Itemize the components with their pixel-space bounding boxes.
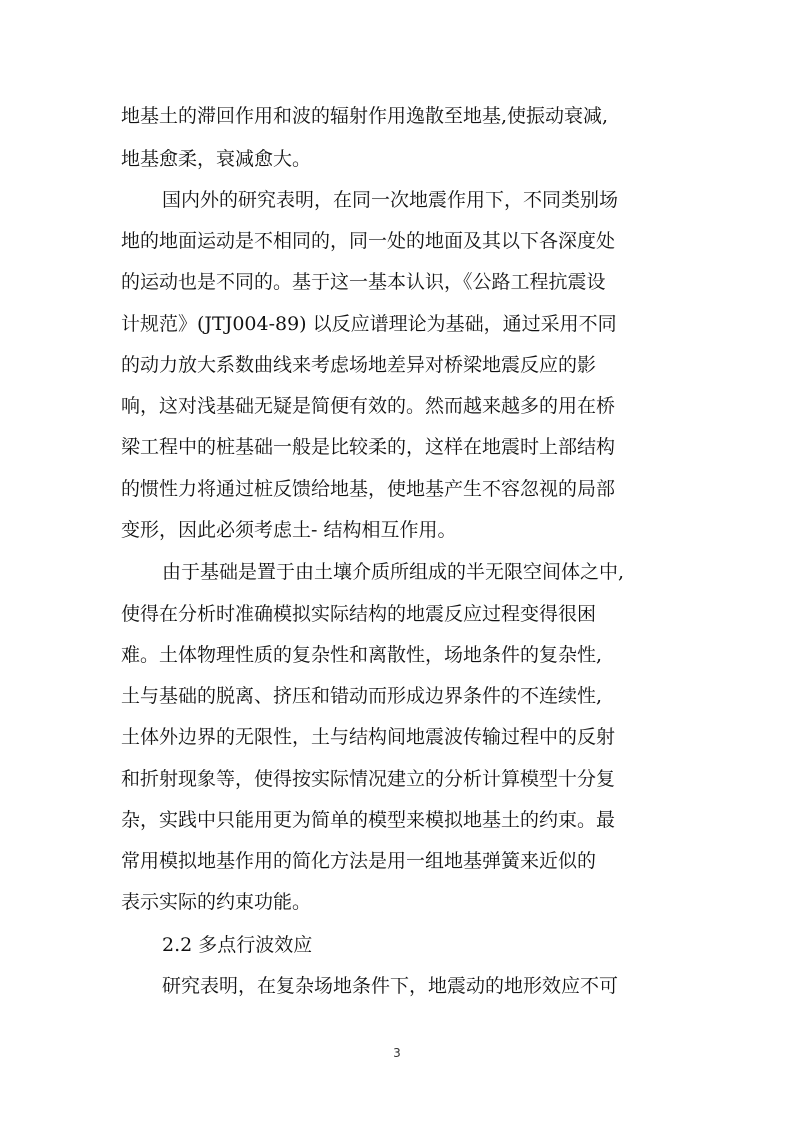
- text-line: 地基土的滞回作用和波的辐射作用逸散至地基,使振动衰减,: [121, 105, 609, 127]
- text-line: 难。土体物理性质的复杂性和离散性，场地条件的复杂性,: [121, 644, 603, 666]
- text-line: 土与基础的脱离、挤压和错动而形成边界条件的不连续性,: [121, 685, 603, 707]
- text-line: 土体外边界的无限性，土与结构间地震波传输过程中的反射: [121, 726, 616, 748]
- paragraph-first-line: 研究表明，在复杂场地条件下，地震动的地形效应不可: [162, 975, 619, 997]
- section-heading: 2.2 多点行波效应: [162, 934, 313, 956]
- text-line: 使得在分析时准确模拟实际结构的地震反应过程变得很困: [121, 603, 597, 625]
- text-line: 地的地面运动是不相同的，同一处的地面及其以下各深度处: [121, 230, 616, 252]
- text-line: 常用模拟地基作用的简化方法是用一组地基弹簧来近似的: [121, 850, 597, 872]
- paragraph-first-line: 国内外的研究表明，在同一次地震作用下，不同类别场: [162, 189, 619, 211]
- text-line: 地基愈柔，衰减愈大。: [121, 148, 312, 170]
- text-line: 梁工程中的桩基础一般是比较柔的，这样在地震时上部结构: [121, 436, 616, 458]
- text-line: 表示实际的约束功能。: [121, 891, 312, 913]
- text-line: 的惯性力将通过桩反馈给地基，使地基产生不容忽视的局部: [121, 478, 616, 500]
- text-line: 响，这对浅基础无疑是简便有效的。然而越来越多的用在桥: [121, 395, 616, 417]
- text-line: 的运动也是不同的。基于这一基本认识，《公路工程抗震设: [121, 271, 606, 293]
- text-line: 变形，因此必须考虑土- 结构相互作用。: [121, 519, 457, 541]
- paragraph-first-line: 由于基础是置于由土壤介质所组成的半无限空间体之中,: [162, 561, 625, 583]
- page-number: 3: [393, 1046, 401, 1060]
- text-line: 计规范》(JTJ004-89) 以反应谱理论为基础，通过采用不同: [121, 313, 617, 335]
- text-line: 杂，实践中只能用更为简单的模型来模拟地基土的约束。最: [121, 809, 616, 831]
- text-line: 和折射现象等，使得按实际情况建立的分析计算模型十分复: [121, 768, 616, 790]
- text-line: 的动力放大系数曲线来考虑场地差异对桥梁地震反应的影: [121, 354, 597, 376]
